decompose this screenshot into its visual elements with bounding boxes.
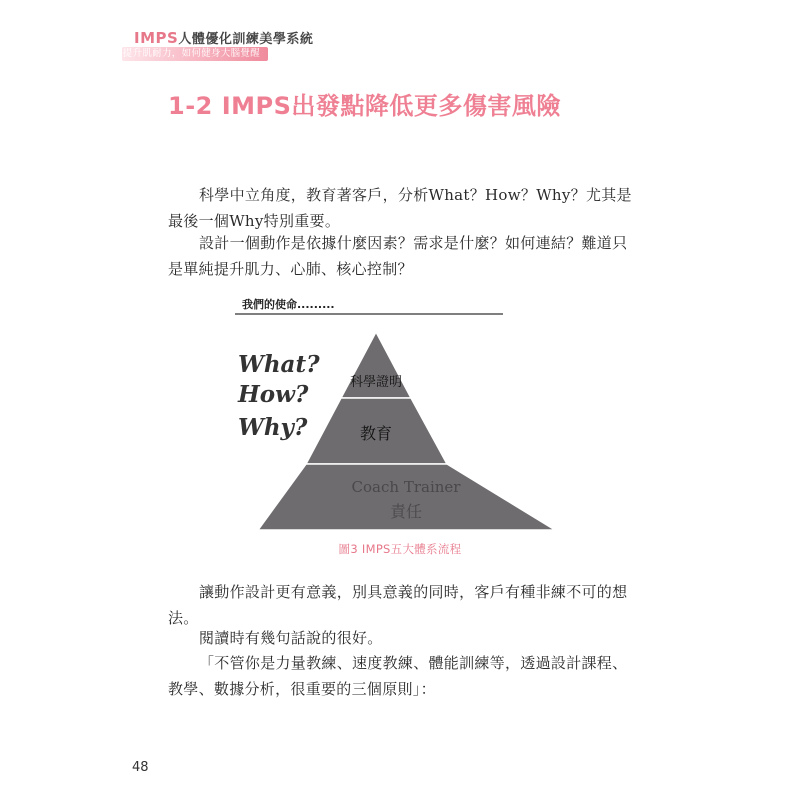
pyramid-bottom-label-zh: 責任 — [389, 502, 423, 521]
body-paragraph-5: 「不管你是力量教練、速度教練、體能訓練等，透過設計課程、教學、數據分析，很重要的三個原則」： — [168, 654, 628, 698]
pyramid-bottom-label-en: Coach Trainer — [351, 478, 461, 496]
question-why: Why? — [238, 414, 308, 441]
question-what: What? — [238, 351, 320, 378]
mission-pyramid-figure — [230, 290, 570, 570]
pyramid-diagram — [230, 290, 570, 540]
brand-name: 人體優化訓練美學系統 — [178, 32, 314, 47]
body-paragraph-2: 設計一個動作是依據什麼因素？需求是什麼？如何連結？難道只是單純提升肌力、心肺、核心控制？ — [168, 234, 628, 278]
pyramid-top-label: 科學證明 — [349, 375, 403, 390]
mission-label: 我們的使命......... — [242, 298, 335, 311]
figure-caption: 圖3 IMPS五大體系流程 — [338, 542, 462, 556]
running-header-bar — [122, 47, 268, 61]
pyramid-middle-label: 教育 — [359, 424, 393, 443]
running-header-subtitle: 提升肌耐力，如何健身大腦覺醒 — [122, 48, 260, 59]
body-paragraph-4: 閱讀時有幾句話說的很好。 — [199, 629, 383, 647]
body-paragraph-3: 讓動作設計更有意義，別具意義的同時，客戶有種非練不可的想法。 — [168, 583, 628, 627]
running-header-brand — [134, 28, 313, 47]
body-paragraph-1: 科學中立角度，教育著客戶，分析What？How？Why？尤其是最後一個Why特別重要。 — [168, 186, 632, 230]
section-heading: 1-2 IMPS出發點降低更多傷害風險 — [168, 92, 561, 120]
question-how: How? — [238, 381, 309, 408]
page-number: 48 — [132, 760, 149, 775]
brand-acronym: IMPS — [134, 29, 179, 47]
